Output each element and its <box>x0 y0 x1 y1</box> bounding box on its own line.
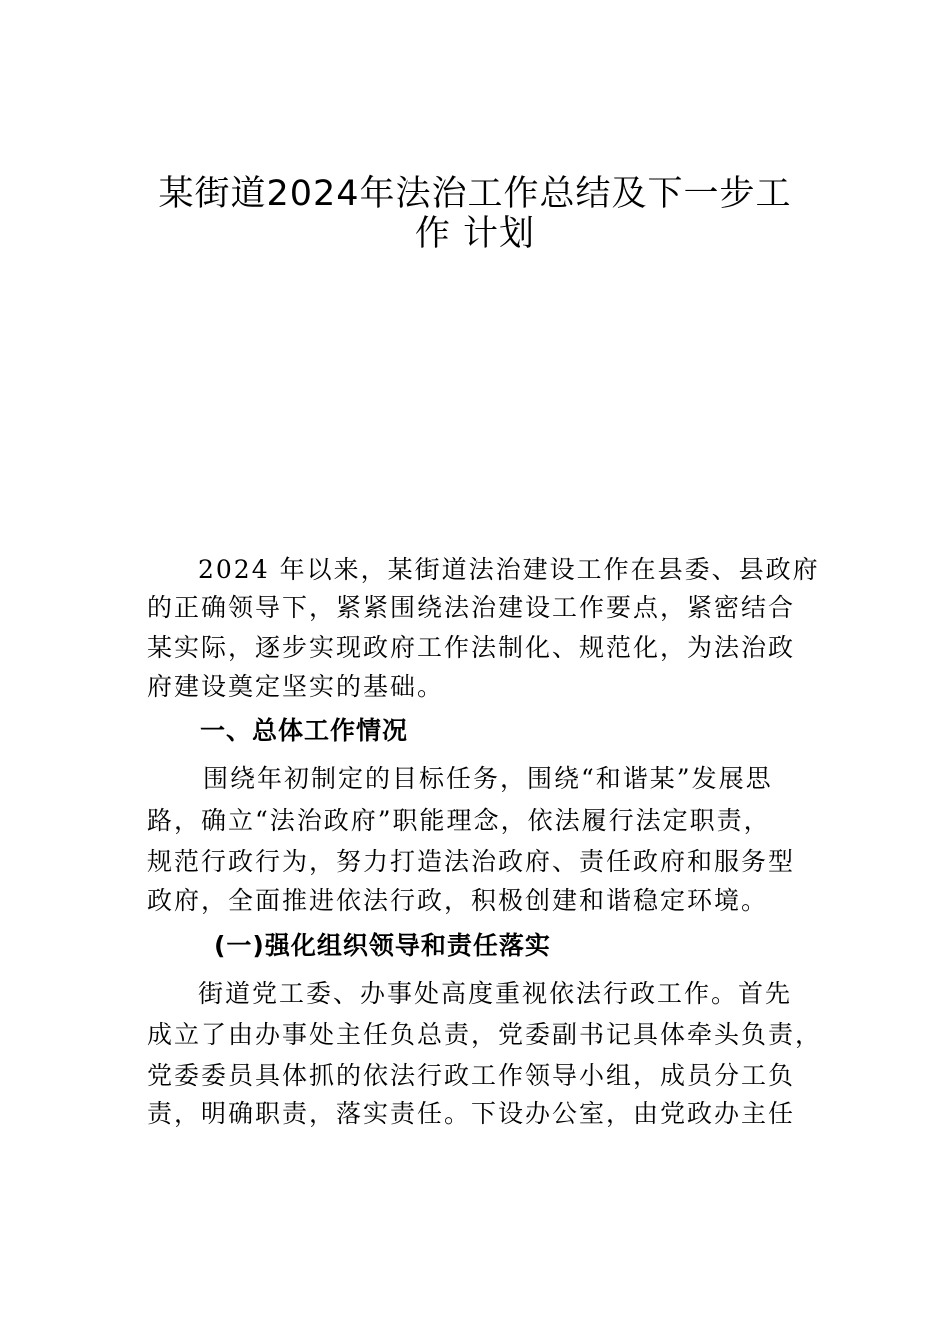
subsection1-line-1: 街道党工委、办事处高度重视依法行政工作。首先 <box>198 979 793 1008</box>
intro-line-1: 2024 年以来，某街道法治建设工作在县委、县政府 <box>198 555 820 584</box>
subsection1-line-3: 党委委员具体抓的依法行政工作领导小组，成员分工负 <box>147 1061 796 1090</box>
intro-line-4: 府建设奠定坚实的基础。 <box>147 672 445 701</box>
section1-line-2: 路，确立“法治政府”职能理念，依法履行法定职责， <box>147 806 771 835</box>
intro-line-3: 某实际，逐步实现政府工作法制化、规范化，为法治政 <box>147 633 796 662</box>
section1-line-1: 围绕年初制定的目标任务，围绕“和谐某”发展思 <box>203 764 773 793</box>
subsection1-line-4: 责，明确职责，落实责任。下设办公室，由党政办主任 <box>147 1099 796 1128</box>
section1-line-3: 规范行政行为，努力打造法治政府、责任政府和服务型 <box>147 847 796 876</box>
document-title-line-1: 某街道2024年法治工作总结及下一步工 <box>158 174 792 214</box>
intro-line-2: 的正确领导下，紧紧围绕法治建设工作要点，紧密结合 <box>147 593 796 622</box>
section1-line-4: 政府，全面推进依法行政，积极创建和谐稳定环境。 <box>147 886 769 915</box>
subsection-heading-organization: (一)强化组织领导和责任落实 <box>214 931 551 960</box>
subsection1-line-2: 成立了由办事处主任负总责，党委副书记具体牵头负责， <box>147 1020 823 1049</box>
document-title-line-2: 作 计划 <box>414 214 536 254</box>
section-heading-overall: 一、总体工作情况 <box>200 716 409 745</box>
